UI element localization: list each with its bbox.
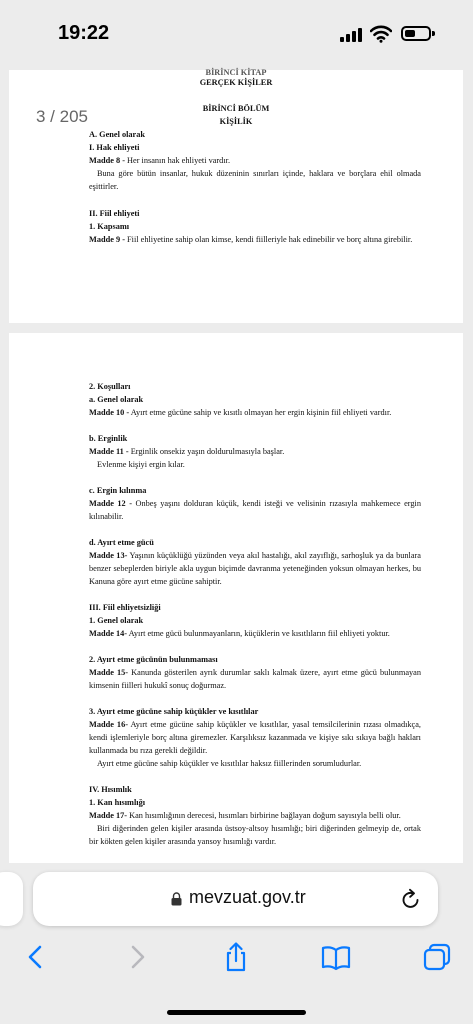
heading-birinci-bolum: BİRİNCİ BÖLÜM — [202, 104, 270, 113]
cut-heading: BİRİNCİ KİTAP — [205, 68, 267, 77]
address-bar[interactable] — [33, 872, 438, 926]
heading-fiil-ehliyetsizligi: III. Fiil ehliyetsizliği — [89, 603, 161, 612]
heading-kosullari: 2. Koşulları — [89, 382, 131, 391]
previous-tab-peek[interactable] — [0, 872, 23, 926]
madde-8: Madde 8 - Her insanın hak ehliyeti vardır. — [89, 156, 231, 165]
madde-15: Madde 15- Kanunda gösterilen ayrık durumlar saklı kalmak üzere, ayırt etme gücü bulunmayan kimsenin fiilleri hukukî sonuç doğurmaz. — [89, 668, 421, 690]
heading-erginlik: b. Erginlik — [89, 434, 128, 443]
heading-genel-olarak: A. Genel olarak — [89, 130, 145, 139]
page-counter: 3 / 205 — [36, 107, 88, 126]
heading-genel-olarak-2: 1. Genel olarak — [89, 616, 144, 625]
battery-tip — [432, 31, 435, 36]
heading-ergin-kilinma: c. Ergin kılınma — [89, 486, 147, 495]
madde-14: Madde 14- Ayırt etme gücü bulunmayanların, küçüklerin ve kısıtlıların fiil ehliyeti yoktur. — [89, 629, 390, 638]
heading-kisilik: KİŞİLİK — [219, 117, 253, 126]
battery-icon — [401, 26, 431, 41]
madde-16: Madde 16- Ayırt etme gücüne sahip küçükler ve kısıtlılar, yasal temsilcilerinin rızası olmadıkça, kendi işlemleriyle borç altına giremezler. Karşılıksız kazanmada ve kişiye sıkı sıkıya bağlı hakları kullanmada bu rıza gerekli değildir. — [89, 720, 421, 755]
heading-a-genel-olarak: a. Genel olarak — [89, 395, 144, 404]
paragraph-madde-8: Buna göre bütün insanlar, hukuk düzeninin sınırları içinde, haklara ve borçlara ehil olmada eşittirler. — [89, 169, 421, 191]
heading-hak-ehliyeti: I. Hak ehliyeti — [89, 143, 140, 152]
madde-17: Madde 17- Kan hısımlığının derecesi, hısımları birbirine bağlayan doğum sayısıyla belli olur. — [89, 811, 401, 820]
document-page-2 — [9, 333, 463, 863]
heading-fiil-ehliyeti: II. Fiil ehliyeti — [89, 209, 140, 218]
heading-kucukler-ve-kisitlilar: 3. Ayırt etme gücüne sahip küçükler ve kısıtlılar — [89, 707, 259, 716]
url-text[interactable]: mevzuat.gov.tr — [189, 887, 306, 907]
heading-kapsami: 1. Kapsamı — [89, 222, 130, 231]
back-icon[interactable] — [21, 942, 51, 972]
reload-icon[interactable] — [400, 888, 422, 910]
heading-ayirt-etme-gucu: d. Ayırt etme gücü — [89, 538, 154, 547]
forward-icon[interactable] — [122, 942, 152, 972]
paragraph-madde-11: Evlenme kişiyi ergin kılar. — [97, 460, 185, 469]
status-time: 19:22 — [58, 22, 110, 44]
madde-12: Madde 12 - Onbeş yaşını dolduran küçük, kendi isteği ve velisinin rızasıyla mahkemece ergin kılınabilir. — [89, 499, 421, 521]
heading-kan-hisimligi: 1. Kan hısımlığı — [89, 798, 146, 807]
madde-11: Madde 11 - Erginlik onsekiz yaşın doldurulmasıyla başlar. — [89, 447, 285, 456]
signal-icon — [340, 28, 364, 42]
heading-gercek-kisiler: GERÇEK KİŞİLER — [199, 78, 273, 87]
bookmarks-icon[interactable] — [321, 942, 351, 972]
wifi-icon — [370, 25, 392, 43]
home-indicator — [167, 1010, 306, 1015]
madde-10: Madde 10 - Ayırt etme gücüne sahip ve kısıtlı olmayan her ergin kişinin fiil ehliyeti vardır. — [89, 408, 392, 417]
lock-icon — [171, 892, 182, 906]
heading-ayirt-etme-bulunmamasi: 2. Ayırt etme gücünün bulunmaması — [89, 655, 218, 664]
status-bar — [0, 0, 473, 70]
heading-hisimlik: IV. Hısımlık — [89, 785, 132, 794]
madde-13: Madde 13- Yaşının küçüklüğü yüzünden veya akıl hastalığı, akıl zayıflığı, sarhoşluk ya da bunlara benzer sebeplerden biriyle akla uygun biçimde davranma yeteneğinden yoksun olmayan herkes, bu Kanuna göre ayırt etme gücüne sahiptir. — [89, 551, 421, 586]
paragraph-madde-16: Ayırt etme gücüne sahip küçükler ve kısıtlılar haksız fiillerinden sorumludurlar. — [97, 759, 362, 768]
paragraph-madde-17: Biri diğerinden gelen kişiler arasında üstsoy-altsoy hısımlığı; biri diğerinden gelmeyip de, ortak bir kökten gelen kişiler arasında yansoy hısımlığı vardır. — [89, 824, 421, 846]
madde-9: Madde 9 - Fiil ehliyetine sahip olan kimse, kendi fiilleriyle hak edinebilir ve borç altına girebilir. — [89, 235, 413, 244]
share-icon[interactable] — [221, 942, 251, 972]
tabs-icon[interactable] — [422, 942, 452, 972]
